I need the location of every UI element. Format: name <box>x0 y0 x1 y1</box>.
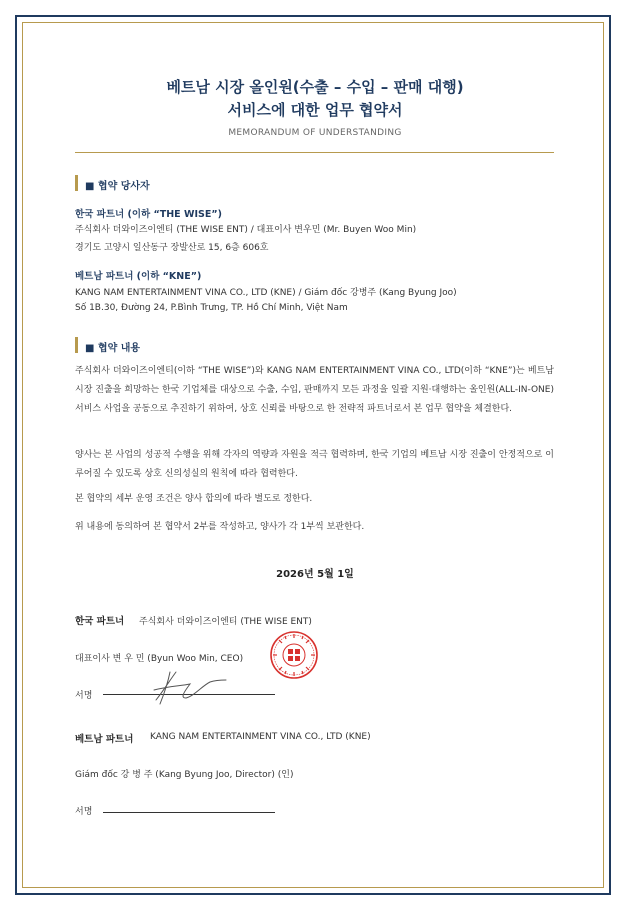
vietnam-sign-label-signature: 서명 <box>75 807 93 817</box>
document-title-line2: 서비스에 대한 업무 협약서 <box>227 101 403 119</box>
vietnam-sign-company: KANG NAM ENTERTAINMENT VINA CO., LTD (KNE) <box>150 732 371 742</box>
vietnam-sign-representative: Giám đốc 강 병 주 (Kang Byung Joo, Director) (인) <box>75 770 294 780</box>
korea-sign-label-signature: 서명 <box>75 691 93 701</box>
korea-sign-company: 주식회사 더와이즈이엔티 (THE WISE ENT) <box>139 617 312 627</box>
company-seal-stamp <box>269 630 319 680</box>
korea-party-heading: 한국 파트너 (이하 “THE WISE”) <box>75 209 222 220</box>
vietnam-party-info: KANG NAM ENTERTAINMENT VINA CO., LTD (KNE) / Giám đốc 강병주 (Kang Byung Joo) <box>75 288 457 298</box>
section-marker <box>75 337 78 353</box>
content-paragraph-3: 본 협약의 세부 운영 조건은 양사 합의에 따라 별도로 정한다. <box>75 494 313 504</box>
document-title-line1: 베트남 시장 올인원(수출 – 수입 – 판매 대행) <box>166 78 464 96</box>
korea-sign-representative: 대표이사 변 우 민 (Byun Woo Min, CEO) <box>75 654 244 664</box>
handwritten-signature <box>150 668 230 708</box>
vietnam-party-heading: 베트남 파트너 (이하 “KNE”) <box>75 271 202 282</box>
content-paragraph-4: 위 내용에 동의하여 본 협약서 2부를 작성하고, 양사가 각 1부씩 보관한다. <box>75 522 365 532</box>
korea-sign-label: 한국 파트너 <box>75 616 125 627</box>
section-title-parties: ■ 협약 당사자 <box>85 181 150 192</box>
section-marker <box>75 175 78 191</box>
document-subtitle: MEMORANDUM OF UNDERSTANDING <box>228 128 402 138</box>
content-paragraph-2: 양사는 본 사업의 성공적 수행을 위해 각자의 역량과 자원을 적극 협력하며, 한국 기업의 베트남 시장 진출이 안정적으로 이루어질 수 있도록 상호 신의성실의 원칙에 따라 협력한다. <box>75 450 554 479</box>
header-divider <box>75 152 554 153</box>
vietnam-party-address: Số 1B.30, Đường 24, P.Bình Trưng, TP. Hồ Chí Minh, Việt Nam <box>75 303 348 313</box>
agreement-date: 2026년 5월 1일 <box>276 569 354 580</box>
vietnam-sign-label: 베트남 파트너 <box>75 734 134 745</box>
content-paragraph-1: 주식회사 더와이즈이엔티(이하 “THE WISE”)와 KANG NAM ENTERTAINMENT VINA CO., LTD(이하 “KNE”)는 베트남 시장 진출을 희망하는 한국 기업체를 대상으로 수출, 수입, 판매까지 모든 과정을 일괄 지원·대행하는 올인원(ALL-IN-ONE) 서비스 사업을 공동으로 추진하기 위하여, 상호 신뢰를 바탕으로 한 전략적 파트너로서 본 업무 협약을 체결한다. <box>75 366 554 414</box>
vietnam-signature-line <box>103 812 275 813</box>
korea-party-info: 주식회사 더와이즈이엔티 (THE WISE ENT) / 대표이사 변우민 (Mr. Buyen Woo Min) <box>75 225 417 235</box>
korea-party-address: 경기도 고양시 일산동구 장발산로 15, 6층 606호 <box>75 243 269 253</box>
section-title-content: ■ 협약 내용 <box>85 343 141 354</box>
